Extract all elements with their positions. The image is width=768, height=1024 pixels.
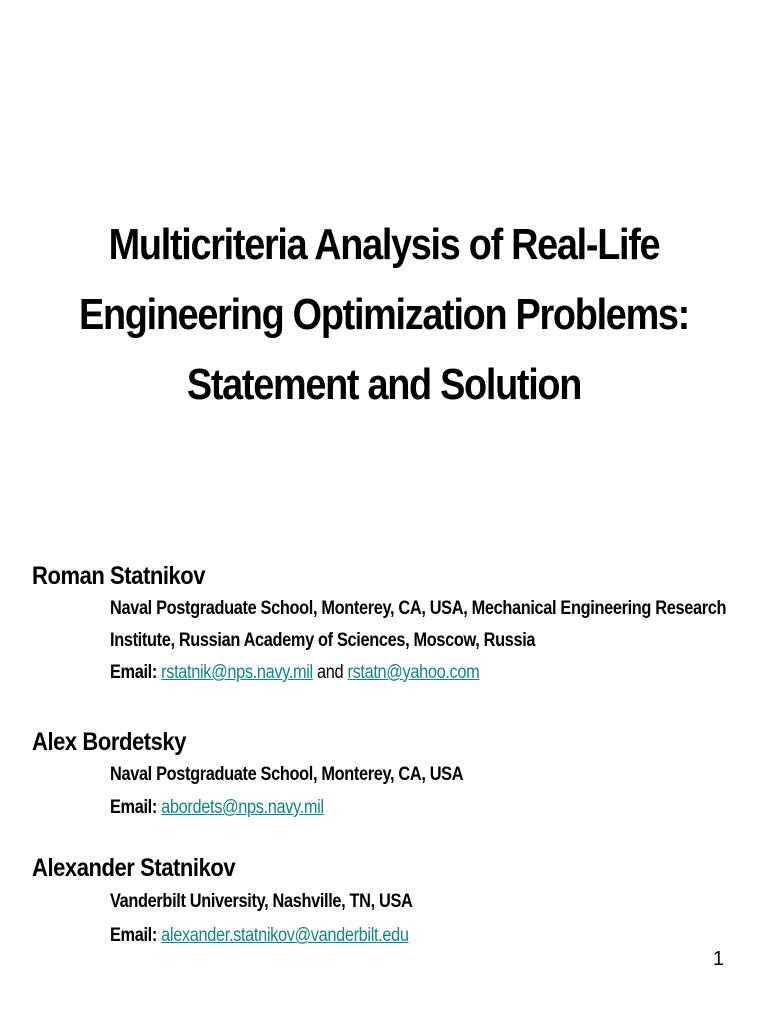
author-name-alex-bordetsky: Alex Bordetsky <box>32 728 187 756</box>
author-name-roman-statnikov: Roman Statnikov <box>32 562 206 590</box>
title-line-1: Multicriteria Analysis of Real-Life <box>108 220 660 269</box>
email-label: Email: <box>110 925 157 946</box>
slide-title <box>54 210 714 420</box>
email-link-rstatn[interactable]: rstatn@yahoo.com <box>347 662 480 683</box>
author-1-affiliation-line-1: Naval Postgraduate School, Monterey, CA, USA, Mechanical Engineering Research <box>110 598 727 619</box>
title-line-3: Statement and Solution <box>186 360 582 409</box>
page-number: 1 <box>712 948 724 970</box>
author-3-affiliation-line-1: Vanderbilt University, Nashville, TN, USA <box>110 891 413 912</box>
email-label: Email: <box>110 662 157 683</box>
author-1-email-line <box>110 662 479 684</box>
email-link-alexander-statnikov[interactable]: alexander.statnikov@vanderbilt.edu <box>161 925 409 946</box>
author-1-affiliation-line-2: Institute, Russian Academy of Sciences, Moscow, Russia <box>110 630 536 651</box>
author-2-email-line <box>110 797 324 819</box>
email-link-abordets[interactable]: abordets@nps.navy.mil <box>161 797 324 818</box>
email-link-rstatnik[interactable]: rstatnik@nps.navy.mil <box>161 662 313 683</box>
author-3-email-line <box>110 925 409 947</box>
author-name-alexander-statnikov: Alexander Statnikov <box>32 854 236 882</box>
title-line-2: Engineering Optimization Problems: <box>78 290 689 339</box>
author-2-affiliation-line-1: Naval Postgraduate School, Monterey, CA, USA <box>110 764 464 785</box>
email-label: Email: <box>110 797 157 818</box>
email-joiner: and <box>317 662 344 683</box>
